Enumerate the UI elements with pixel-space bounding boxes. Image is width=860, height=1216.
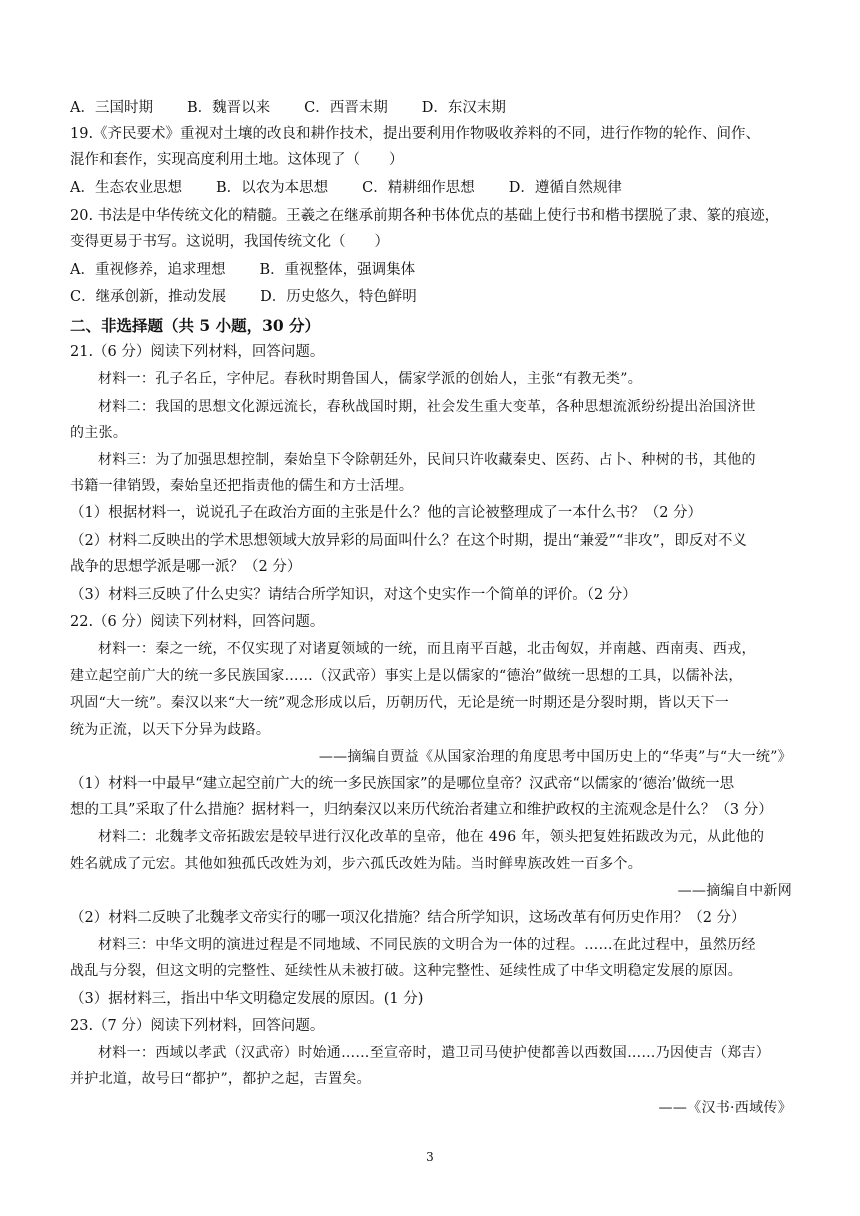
q21-sub-3: （3）材料三反映了什么史实？请结合所学知识，对这个史实作一个简单的评价。（2 分） — [70, 587, 637, 603]
q23-source-1: ——《汉书·西域传》 — [658, 1100, 792, 1116]
q22-material-3-line-2: 战乱与分裂，但这文明的完整性、延续性从未被打破。这种完整性、延续性成了中华文明稳定发展的原因。 — [70, 963, 743, 979]
q23-material-1-line-2: 并护北道，故号曰“都护”，都护之起，吉置矣。 — [70, 1071, 371, 1087]
q20-stem-2: 变得更易于书写。这说明，我国传统文化（ ） — [70, 234, 389, 250]
page-number: 3 — [426, 1150, 434, 1164]
option-d: D．遵循自然规律 — [508, 180, 622, 196]
q21-material-2-line-2: 的主张。 — [70, 425, 128, 441]
q21-material-1: 材料一：孔子名丘，字仲尼。春秋时期鲁国人，儒家学派的创始人，主张“有教无类”。 — [98, 371, 643, 387]
q22-material-1-line-3: 巩固“大一统”。秦汉以来“大一统”观念形成以后，历朝历代，无论是统一时期还是分裂时期，皆以天下一 — [70, 695, 730, 711]
option-b: B．以农为本思想 — [215, 180, 329, 196]
q18-options — [70, 95, 792, 121]
option-d: D．东汉末期 — [421, 100, 506, 116]
q19-stem-2: 混作和套作，实现高度利用土地。这体现了（ ） — [70, 152, 404, 168]
q22-sub-1-line-1: （1）材料一中最早“建立起空前广大的统一多民族国家”的是哪位皇帝？汉武帝“以儒家的‘德治’做统一思 — [70, 776, 735, 792]
q22-material-1-line-1: 材料一：秦之一统，不仅实现了对诸夏领域的一统，而且南平百越，北击匈奴，并南越、西南夷、西戎， — [98, 641, 756, 657]
q21-material-3-line-1: 材料三：为了加强思想控制，秦始皇下令除朝廷外，民间只许收藏秦史、医药、占卜、种树的书，其他的 — [98, 452, 756, 468]
q22-material-3-line-1: 材料三：中华文明的演进过程是不同地域、不同民族的文明合为一体的过程。……在此过程中，虽然历经 — [98, 937, 756, 953]
q23-title: 23.（7 分）阅读下列材料，回答问题。 — [70, 1018, 325, 1034]
q22-sub-1-line-2: 想的工具”采取了什么措施？据材料一，归纳秦汉以来历代统治者建立和维护政权的主流观念是什么？（3 分） — [70, 802, 773, 818]
q22-sub-2: （2）材料二反映了北魏孝文帝实行的哪一项汉化措施？结合所学知识，这场改革有何历史作用？（2 分） — [70, 910, 746, 926]
q21-material-2-line-1: 材料二：我国的思想文化源远流长，春秋战国时期，社会发生重大变革，各种思想流派纷纷提出治国济世 — [98, 399, 756, 415]
q22-material-2-line-2: 姓名就成了元宏。其他如独孤氏改姓为刘，步六孤氏改姓为陆。当时鲜卑族改姓一百多个。 — [70, 856, 642, 872]
option-a: A．生态农业思想 — [70, 180, 182, 196]
q23-material-1-line-1: 材料一：西域以孝武（汉武帝）时始通……至宣帝时，遣卫司马使护使都善以西数国……乃因使吉（郑吉） — [98, 1045, 771, 1061]
section-heading: 二、非选择题（共 5 小题，30 分） — [70, 316, 321, 335]
q20-options-ab — [70, 257, 792, 283]
option-d: D．历史悠久，特色鲜明 — [260, 289, 417, 305]
q19-stem-1: 19.《齐民要术》重视对土壤的改良和耕作技术，提出要利用作物吸收养料的不同，进行作物的轮作、间作、 — [70, 126, 761, 142]
option-a: A．三国时期 — [70, 100, 153, 116]
q21-material-3-line-2: 书籍一律销毁，秦始皇还把指责他的儒生和方士活埋。 — [70, 478, 414, 494]
q22-material-1-line-4: 统为正流，以天下分异为歧路。 — [70, 722, 271, 738]
q22-source-1: ——摘编自贾益《从国家治理的角度思考中国历史上的“华夷”与“大一统”》 — [318, 749, 792, 765]
q21-title: 21.（6 分）阅读下列材料，回答问题。 — [70, 344, 325, 360]
q20-stem-1: 20. 书法是中华传统文化的精髓。王羲之在继承前期各种书体优点的基础上使行书和楷书摆脱了隶、篆的痕迹， — [70, 208, 780, 224]
option-b: B．魏晋以来 — [186, 100, 271, 116]
q22-source-2: ——摘编自中新网 — [677, 883, 792, 899]
q21-sub-2-line-1: （2）材料二反映出的学术思想领域大放异彩的局面叫什么？在这个时期，提出“兼爱”“非攻”，即反对不义 — [70, 533, 747, 549]
option-c: C．继承创新，推动发展 — [70, 289, 227, 305]
option-b: B．重视整体，强调集体 — [259, 262, 416, 278]
q22-title: 22.（6 分）阅读下列材料，回答问题。 — [70, 614, 325, 630]
q19-options — [70, 175, 792, 201]
q22-material-2-line-1: 材料二：北魏孝文帝拓跋宏是较早进行汉化改革的皇帝，他在 496 年，领头把复姓拓跋改为元，从此他的 — [98, 829, 765, 845]
option-c: C．西晋末期 — [304, 100, 388, 116]
option-c: C．精耕细作思想 — [362, 180, 475, 196]
option-a: A．重视修养，追求理想 — [70, 262, 226, 278]
q20-options-cd — [70, 284, 792, 310]
q22-sub-3: （3）据材料三，指出中华文明稳定发展的原因。(1 分) — [70, 991, 424, 1007]
q22-material-1-line-2: 建立起空前广大的统一多民族国家……（汉武帝）事实上是以儒家的“德治”做统一思想的工具，以儒补法， — [70, 668, 743, 684]
q21-sub-1: （1）根据材料一，说说孔子在政治方面的主张是什么？他的言论被整理成了一本什么书？（2 分） — [70, 505, 703, 521]
q21-sub-2-line-2: 战争的思想学派是哪一派？（2 分） — [70, 559, 302, 575]
